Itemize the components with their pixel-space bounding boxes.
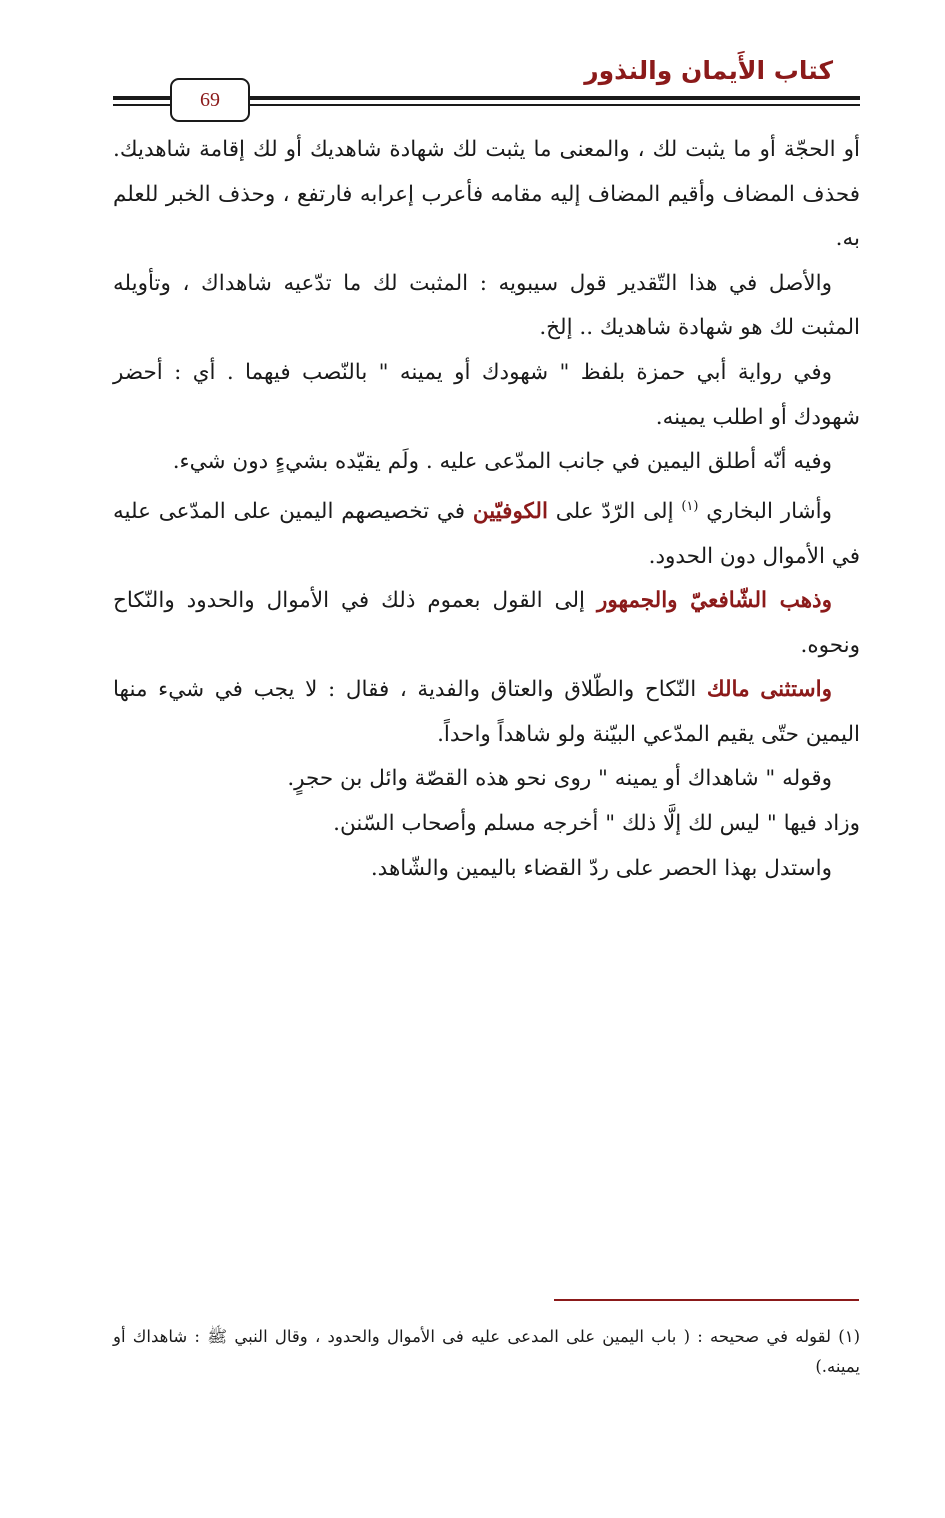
footnote-divider — [554, 1299, 859, 1301]
highlight-malik: مالك — [706, 677, 750, 703]
page-number-box — [170, 78, 250, 122]
paragraph-5-mid: إلى الرّدّ على — [555, 498, 674, 524]
paragraph-10: واستدل بهذا الحصر على ردّ القضاء باليمين والشّاهد. — [370, 855, 832, 881]
highlight-istathna: واستثنى — [760, 677, 832, 703]
highlight-kufiyyin: الكوفيّين — [472, 498, 548, 524]
paragraph-5 — [113, 485, 860, 579]
paragraph-1: أو الحجّة أو ما يثبت لك ، والمعنى ما يثبت لك شهادة شاهديك أو لك إقامة شاهديك. فحذف المضاف وأقيم المضاف إليه مقامه فأعرب إعرابه فارتفع ، وحذف الخبر للعلم به. — [113, 137, 860, 252]
paragraph-4: وفيه أنّه أطلق اليمين في جانب المدّعى عليه . ولَم يقيّده بشيءٍ دون شيء. — [172, 449, 832, 475]
footnote-reference[interactable]: (١) — [681, 498, 699, 514]
page-number: 69 — [200, 88, 220, 111]
paragraph-3: وفي رواية أبي حمزة بلفظ " شهودك أو يمينه " بالنّصب فيهما . أي : أحضر شهودك أو اطلب يمينه. — [113, 359, 860, 430]
paragraph-6 — [113, 579, 860, 668]
book-title: كتاب الأَيمان والنذور — [584, 56, 833, 85]
footnote: (١) لقوله في صحيحه : ( باب اليمين على المدعى عليه فى الأموال والحدود ، وقال النبي ﷺ : شاهداك أو يمينه.) — [113, 1327, 860, 1376]
highlight-shafii: وذهب الشّافعيّ والجمهور — [596, 588, 832, 614]
paragraph-9: وزاد فيها " ليس لك إلَّا ذلك " أخرجه مسلم وأصحاب السّنن. — [333, 811, 860, 837]
paragraph-2: والأصل في هذا التّقدير قول سيبويه : المثبت لك ما تدّعيه شاهداك ، وتأويله المثبت لك هو شهادة شاهديك .. إلخ. — [113, 270, 860, 341]
paragraph-7-rest: النّكاح والطّلاق والعتاق والفدية ، فقال : لا يجب في شيء منها اليمين حتّى يقيم المدّعي البيّنة ولو شاهداً واحداً. — [113, 677, 860, 747]
paragraph-7 — [113, 668, 860, 757]
paragraph-8: وقوله " شاهداك أو يمينه " روى نحو هذه القصّة وائل بن حجرٍ. — [287, 766, 832, 792]
paragraph-5-end: في تخصيصهم اليمين على المدّعى عليه في الأموال دون الحدود. — [113, 498, 860, 569]
paragraph-6-rest: إلى القول بعموم ذلك في الأموال والحدود والنّكاح ونحوه. — [113, 588, 860, 658]
paragraph-5-start: وأشار البخاري — [706, 498, 832, 524]
main-text — [113, 128, 860, 891]
